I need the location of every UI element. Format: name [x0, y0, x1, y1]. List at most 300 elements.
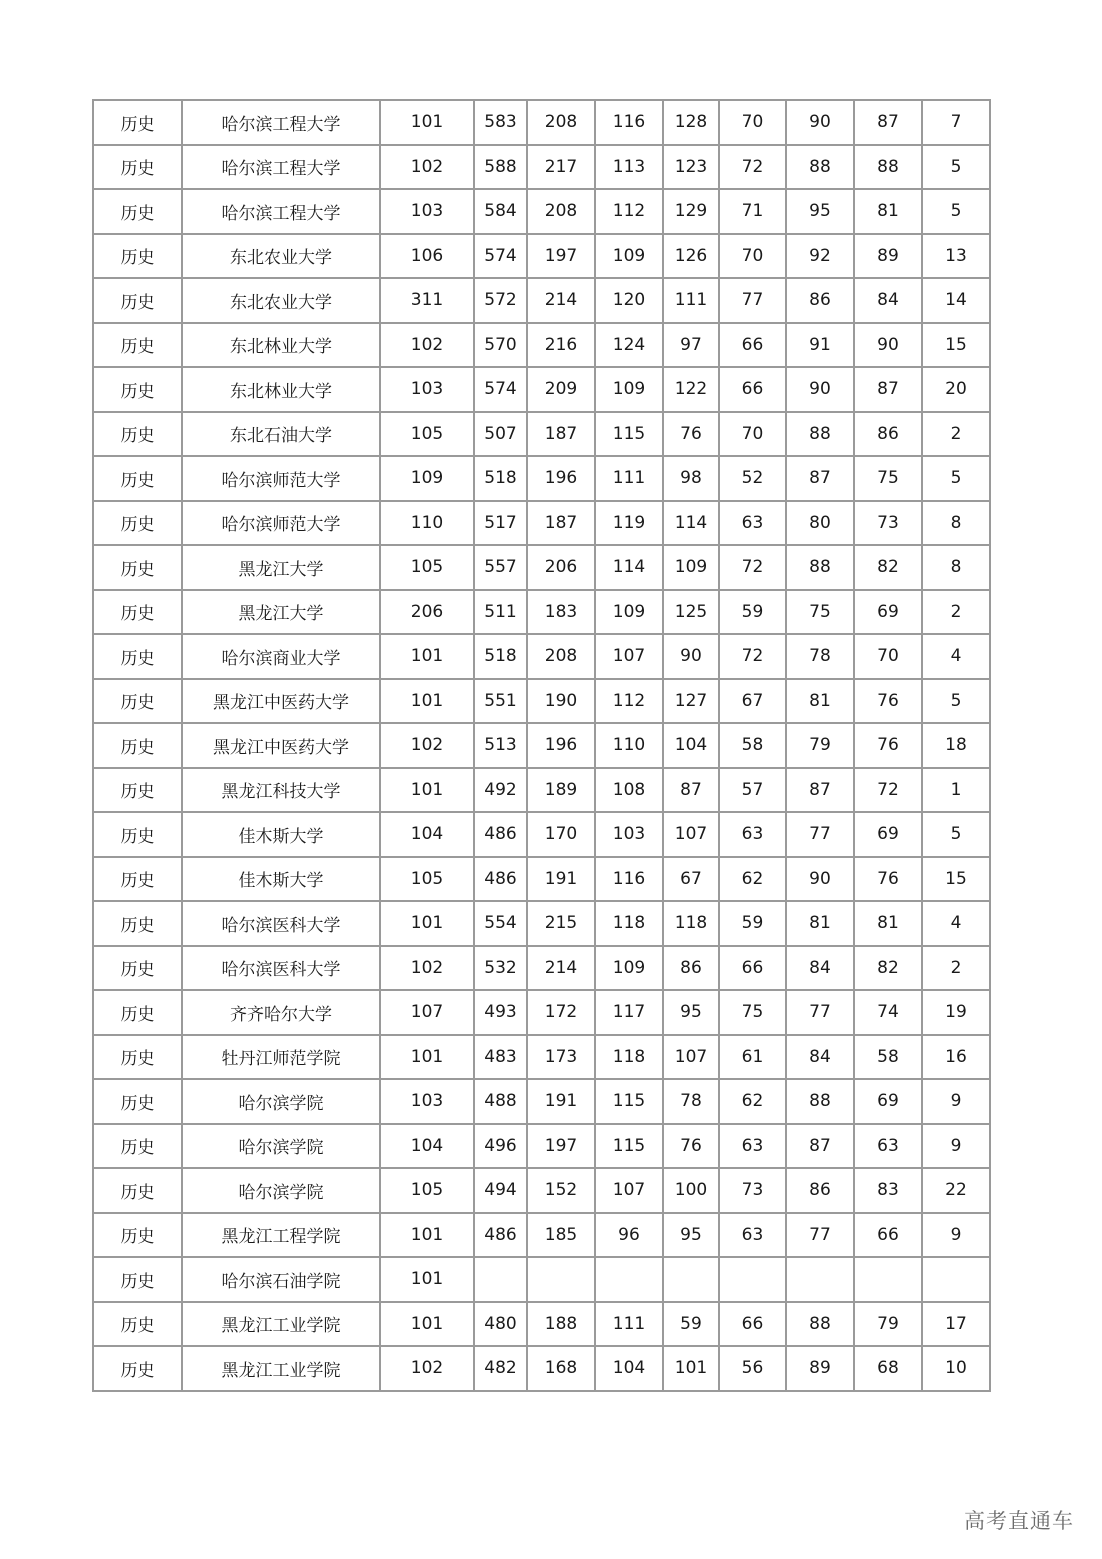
subject-cell: 历史: [93, 100, 182, 145]
score-cell: 63: [719, 812, 786, 857]
score-cell: 92: [786, 234, 854, 279]
score-cell: 68: [854, 1346, 922, 1391]
score-cell: 58: [854, 1035, 922, 1080]
score-cell: 570: [474, 323, 527, 368]
score-cell: 9: [922, 1213, 990, 1258]
score-cell: 152: [527, 1168, 595, 1213]
score-cell: 486: [474, 812, 527, 857]
score-cell: 483: [474, 1035, 527, 1080]
table-row: [93, 723, 990, 768]
table-row: [93, 278, 990, 323]
score-cell: 112: [595, 189, 663, 234]
score-cell: 75: [786, 590, 854, 635]
score-cell: 87: [854, 367, 922, 412]
score-cell: [786, 1257, 854, 1302]
score-cell: 71: [719, 189, 786, 234]
score-cell: 168: [527, 1346, 595, 1391]
score-cell: 118: [595, 1035, 663, 1080]
score-cell: 66: [854, 1213, 922, 1258]
major-group-cell: 102: [380, 145, 474, 190]
score-cell: 118: [595, 901, 663, 946]
score-cell: 215: [527, 901, 595, 946]
score-cell: 90: [786, 367, 854, 412]
score-cell: 18: [922, 723, 990, 768]
university-cell: 黑龙江大学: [182, 590, 380, 635]
table-row: [93, 1346, 990, 1391]
score-cell: [663, 1257, 719, 1302]
score-cell: 87: [786, 768, 854, 813]
university-cell: 黑龙江工业学院: [182, 1302, 380, 1347]
university-cell: 黑龙江中医药大学: [182, 723, 380, 768]
subject-cell: 历史: [93, 278, 182, 323]
score-cell: 518: [474, 456, 527, 501]
score-cell: 208: [527, 189, 595, 234]
major-group-cell: 102: [380, 323, 474, 368]
score-cell: 197: [527, 1124, 595, 1169]
table-row: [93, 1124, 990, 1169]
score-cell: 96: [595, 1213, 663, 1258]
university-cell: 哈尔滨商业大学: [182, 634, 380, 679]
score-cell: 554: [474, 901, 527, 946]
subject-cell: 历史: [93, 412, 182, 457]
table-row: [93, 1035, 990, 1080]
subject-cell: 历史: [93, 990, 182, 1035]
score-cell: 86: [854, 412, 922, 457]
score-cell: 196: [527, 723, 595, 768]
score-cell: 214: [527, 278, 595, 323]
score-cell: 72: [719, 634, 786, 679]
major-group-cell: 102: [380, 723, 474, 768]
score-cell: 90: [663, 634, 719, 679]
score-cell: 5: [922, 189, 990, 234]
score-cell: 574: [474, 234, 527, 279]
score-cell: 109: [663, 545, 719, 590]
score-cell: 76: [854, 679, 922, 724]
subject-cell: 历史: [93, 545, 182, 590]
score-cell: 75: [854, 456, 922, 501]
table-row: [93, 1168, 990, 1213]
score-cell: 72: [854, 768, 922, 813]
score-cell: 574: [474, 367, 527, 412]
score-cell: 70: [854, 634, 922, 679]
score-cell: 5: [922, 812, 990, 857]
score-cell: 90: [854, 323, 922, 368]
score-cell: 8: [922, 545, 990, 590]
table-row: [93, 545, 990, 590]
table-row: [93, 768, 990, 813]
score-cell: 572: [474, 278, 527, 323]
score-cell: 83: [854, 1168, 922, 1213]
score-cell: [527, 1257, 595, 1302]
subject-cell: 历史: [93, 679, 182, 724]
score-cell: 89: [786, 1346, 854, 1391]
score-cell: 56: [719, 1346, 786, 1391]
score-cell: 107: [663, 812, 719, 857]
score-cell: 81: [854, 189, 922, 234]
score-cell: 114: [663, 501, 719, 546]
university-cell: 东北林业大学: [182, 323, 380, 368]
score-cell: 494: [474, 1168, 527, 1213]
score-cell: 81: [854, 901, 922, 946]
subject-cell: 历史: [93, 234, 182, 279]
major-group-cell: 101: [380, 1257, 474, 1302]
score-cell: 486: [474, 1213, 527, 1258]
subject-cell: 历史: [93, 323, 182, 368]
table-row: [93, 189, 990, 234]
table-row: [93, 990, 990, 1035]
score-cell: 88: [786, 1079, 854, 1124]
score-cell: 209: [527, 367, 595, 412]
score-cell: 82: [854, 545, 922, 590]
table-row: [93, 857, 990, 902]
score-cell: 125: [663, 590, 719, 635]
score-cell: 116: [595, 857, 663, 902]
score-cell: 14: [922, 278, 990, 323]
score-cell: 493: [474, 990, 527, 1035]
score-cell: 183: [527, 590, 595, 635]
score-cell: 15: [922, 857, 990, 902]
score-cell: 100: [663, 1168, 719, 1213]
university-cell: 佳木斯大学: [182, 857, 380, 902]
score-cell: 5: [922, 145, 990, 190]
score-cell: 111: [595, 1302, 663, 1347]
score-cell: 127: [663, 679, 719, 724]
major-group-cell: 107: [380, 990, 474, 1035]
score-cell: 118: [663, 901, 719, 946]
score-cell: 88: [786, 145, 854, 190]
score-cell: 588: [474, 145, 527, 190]
major-group-cell: 110: [380, 501, 474, 546]
score-cell: 67: [663, 857, 719, 902]
score-cell: 188: [527, 1302, 595, 1347]
score-cell: 86: [786, 278, 854, 323]
admission-score-table: [92, 99, 991, 1392]
score-cell: 76: [854, 857, 922, 902]
major-group-cell: 102: [380, 946, 474, 991]
watermark-text: 高考直通车: [964, 1509, 1074, 1533]
major-group-cell: 101: [380, 679, 474, 724]
score-cell: 584: [474, 189, 527, 234]
score-cell: [595, 1257, 663, 1302]
score-cell: 70: [719, 234, 786, 279]
table-row: [93, 590, 990, 635]
score-cell: 115: [595, 1124, 663, 1169]
score-cell: 187: [527, 412, 595, 457]
score-cell: 62: [719, 1079, 786, 1124]
subject-cell: 历史: [93, 367, 182, 412]
major-group-cell: 105: [380, 857, 474, 902]
major-group-cell: 105: [380, 545, 474, 590]
major-group-cell: 206: [380, 590, 474, 635]
score-cell: 216: [527, 323, 595, 368]
score-cell: 115: [595, 412, 663, 457]
score-cell: 103: [595, 812, 663, 857]
score-cell: 77: [786, 812, 854, 857]
score-cell: 61: [719, 1035, 786, 1080]
score-cell: 107: [663, 1035, 719, 1080]
university-cell: 哈尔滨学院: [182, 1124, 380, 1169]
score-cell: 74: [854, 990, 922, 1035]
score-cell: 91: [786, 323, 854, 368]
score-cell: 111: [663, 278, 719, 323]
university-cell: 东北农业大学: [182, 278, 380, 323]
score-cell: 87: [663, 768, 719, 813]
score-cell: [854, 1257, 922, 1302]
score-cell: 81: [786, 901, 854, 946]
score-cell: 98: [663, 456, 719, 501]
score-cell: 90: [786, 857, 854, 902]
score-cell: 15: [922, 323, 990, 368]
score-cell: 84: [786, 1035, 854, 1080]
subject-cell: 历史: [93, 1168, 182, 1213]
score-cell: 208: [527, 634, 595, 679]
score-cell: 63: [719, 501, 786, 546]
score-cell: 120: [595, 278, 663, 323]
score-cell: 76: [854, 723, 922, 768]
subject-cell: 历史: [93, 723, 182, 768]
score-cell: 72: [719, 145, 786, 190]
score-cell: 95: [663, 1213, 719, 1258]
score-cell: 111: [595, 456, 663, 501]
major-group-cell: 101: [380, 100, 474, 145]
subject-cell: 历史: [93, 857, 182, 902]
major-group-cell: 103: [380, 367, 474, 412]
subject-cell: 历史: [93, 590, 182, 635]
score-cell: 196: [527, 456, 595, 501]
table-row: [93, 812, 990, 857]
score-cell: 190: [527, 679, 595, 724]
score-cell: 77: [719, 278, 786, 323]
score-cell: 70: [719, 412, 786, 457]
table-row: [93, 1213, 990, 1258]
score-cell: 79: [854, 1302, 922, 1347]
score-cell: 62: [719, 857, 786, 902]
score-cell: 2: [922, 590, 990, 635]
score-cell: 480: [474, 1302, 527, 1347]
score-cell: 16: [922, 1035, 990, 1080]
subject-cell: 历史: [93, 1257, 182, 1302]
score-cell: 486: [474, 857, 527, 902]
score-cell: 77: [786, 1213, 854, 1258]
score-cell: 583: [474, 100, 527, 145]
table-row: [93, 234, 990, 279]
score-cell: 66: [719, 323, 786, 368]
score-cell: 9: [922, 1124, 990, 1169]
subject-cell: 历史: [93, 812, 182, 857]
table-row: [93, 501, 990, 546]
score-cell: 107: [595, 1168, 663, 1213]
major-group-cell: 101: [380, 634, 474, 679]
score-cell: 97: [663, 323, 719, 368]
subject-cell: 历史: [93, 501, 182, 546]
score-cell: 76: [663, 412, 719, 457]
score-cell: 76: [663, 1124, 719, 1169]
score-cell: 5: [922, 679, 990, 724]
university-cell: 黑龙江工业学院: [182, 1346, 380, 1391]
major-group-cell: 103: [380, 189, 474, 234]
table-row: [93, 323, 990, 368]
major-group-cell: 311: [380, 278, 474, 323]
score-cell: 513: [474, 723, 527, 768]
score-cell: 172: [527, 990, 595, 1035]
score-cell: [474, 1257, 527, 1302]
major-group-cell: 101: [380, 1302, 474, 1347]
score-cell: 4: [922, 634, 990, 679]
subject-cell: 历史: [93, 1213, 182, 1258]
score-cell: 206: [527, 545, 595, 590]
score-cell: 109: [595, 946, 663, 991]
table-row: [93, 634, 990, 679]
score-cell: 109: [595, 590, 663, 635]
table-row: [93, 1257, 990, 1302]
score-cell: 17: [922, 1302, 990, 1347]
score-cell: 67: [719, 679, 786, 724]
subject-cell: 历史: [93, 634, 182, 679]
score-cell: 90: [786, 100, 854, 145]
score-cell: 78: [663, 1079, 719, 1124]
score-cell: 86: [786, 1168, 854, 1213]
score-cell: 59: [719, 590, 786, 635]
score-cell: 208: [527, 100, 595, 145]
score-cell: 557: [474, 545, 527, 590]
score-cell: 87: [854, 100, 922, 145]
score-cell: 109: [595, 234, 663, 279]
score-cell: 10: [922, 1346, 990, 1391]
score-cell: 57: [719, 768, 786, 813]
score-cell: 22: [922, 1168, 990, 1213]
major-group-cell: 101: [380, 768, 474, 813]
university-cell: 佳木斯大学: [182, 812, 380, 857]
score-cell: 511: [474, 590, 527, 635]
score-cell: 116: [595, 100, 663, 145]
score-cell: 75: [719, 990, 786, 1035]
score-cell: 73: [719, 1168, 786, 1213]
university-cell: 黑龙江中医药大学: [182, 679, 380, 724]
table-row: [93, 456, 990, 501]
score-cell: 107: [595, 634, 663, 679]
score-cell: 101: [663, 1346, 719, 1391]
score-cell: 69: [854, 1079, 922, 1124]
score-cell: 214: [527, 946, 595, 991]
score-cell: 66: [719, 946, 786, 991]
score-cell: 69: [854, 590, 922, 635]
score-cell: 128: [663, 100, 719, 145]
score-cell: 217: [527, 145, 595, 190]
subject-cell: 历史: [93, 946, 182, 991]
score-cell: 79: [786, 723, 854, 768]
score-cell: 84: [786, 946, 854, 991]
score-cell: 115: [595, 1079, 663, 1124]
score-cell: 63: [854, 1124, 922, 1169]
score-cell: 104: [595, 1346, 663, 1391]
score-cell: 95: [786, 189, 854, 234]
score-cell: 110: [595, 723, 663, 768]
score-cell: 7: [922, 100, 990, 145]
score-cell: 95: [663, 990, 719, 1035]
university-cell: 哈尔滨师范大学: [182, 456, 380, 501]
score-cell: 185: [527, 1213, 595, 1258]
score-cell: 8: [922, 501, 990, 546]
score-cell: 117: [595, 990, 663, 1035]
subject-cell: 历史: [93, 1079, 182, 1124]
subject-cell: 历史: [93, 1302, 182, 1347]
score-cell: 189: [527, 768, 595, 813]
score-cell: 113: [595, 145, 663, 190]
score-cell: 81: [786, 679, 854, 724]
score-cell: 78: [786, 634, 854, 679]
university-cell: 哈尔滨医科大学: [182, 946, 380, 991]
score-cell: 124: [595, 323, 663, 368]
score-cell: 73: [854, 501, 922, 546]
score-cell: 5: [922, 456, 990, 501]
score-cell: 532: [474, 946, 527, 991]
score-cell: 84: [854, 278, 922, 323]
table-body: [93, 100, 990, 1391]
score-cell: 88: [786, 1302, 854, 1347]
subject-cell: 历史: [93, 1346, 182, 1391]
score-cell: 112: [595, 679, 663, 724]
university-cell: 东北石油大学: [182, 412, 380, 457]
table-row: [93, 145, 990, 190]
score-cell: 9: [922, 1079, 990, 1124]
score-cell: 82: [854, 946, 922, 991]
score-cell: 488: [474, 1079, 527, 1124]
subject-cell: 历史: [93, 1035, 182, 1080]
university-cell: 哈尔滨师范大学: [182, 501, 380, 546]
score-cell: 20: [922, 367, 990, 412]
table-row: [93, 901, 990, 946]
score-cell: 507: [474, 412, 527, 457]
university-cell: 哈尔滨工程大学: [182, 145, 380, 190]
score-cell: 58: [719, 723, 786, 768]
major-group-cell: 106: [380, 234, 474, 279]
score-cell: 2: [922, 946, 990, 991]
score-cell: [719, 1257, 786, 1302]
score-cell: 88: [786, 412, 854, 457]
score-cell: 70: [719, 100, 786, 145]
score-cell: 108: [595, 768, 663, 813]
score-cell: 129: [663, 189, 719, 234]
score-cell: 187: [527, 501, 595, 546]
major-group-cell: 102: [380, 1346, 474, 1391]
score-cell: 88: [786, 545, 854, 590]
table-row: [93, 1079, 990, 1124]
table-row: [93, 412, 990, 457]
score-cell: 517: [474, 501, 527, 546]
major-group-cell: 109: [380, 456, 474, 501]
university-cell: 哈尔滨工程大学: [182, 189, 380, 234]
score-cell: 87: [786, 456, 854, 501]
score-cell: 126: [663, 234, 719, 279]
score-cell: 2: [922, 412, 990, 457]
major-group-cell: 101: [380, 1213, 474, 1258]
score-cell: 518: [474, 634, 527, 679]
score-cell: 80: [786, 501, 854, 546]
subject-cell: 历史: [93, 1124, 182, 1169]
major-group-cell: 105: [380, 412, 474, 457]
subject-cell: 历史: [93, 456, 182, 501]
score-cell: 59: [719, 901, 786, 946]
score-cell: 173: [527, 1035, 595, 1080]
score-cell: 69: [854, 812, 922, 857]
major-group-cell: 103: [380, 1079, 474, 1124]
major-group-cell: 101: [380, 901, 474, 946]
score-cell: 551: [474, 679, 527, 724]
score-cell: 114: [595, 545, 663, 590]
major-group-cell: 105: [380, 1168, 474, 1213]
subject-cell: 历史: [93, 901, 182, 946]
score-cell: 1: [922, 768, 990, 813]
